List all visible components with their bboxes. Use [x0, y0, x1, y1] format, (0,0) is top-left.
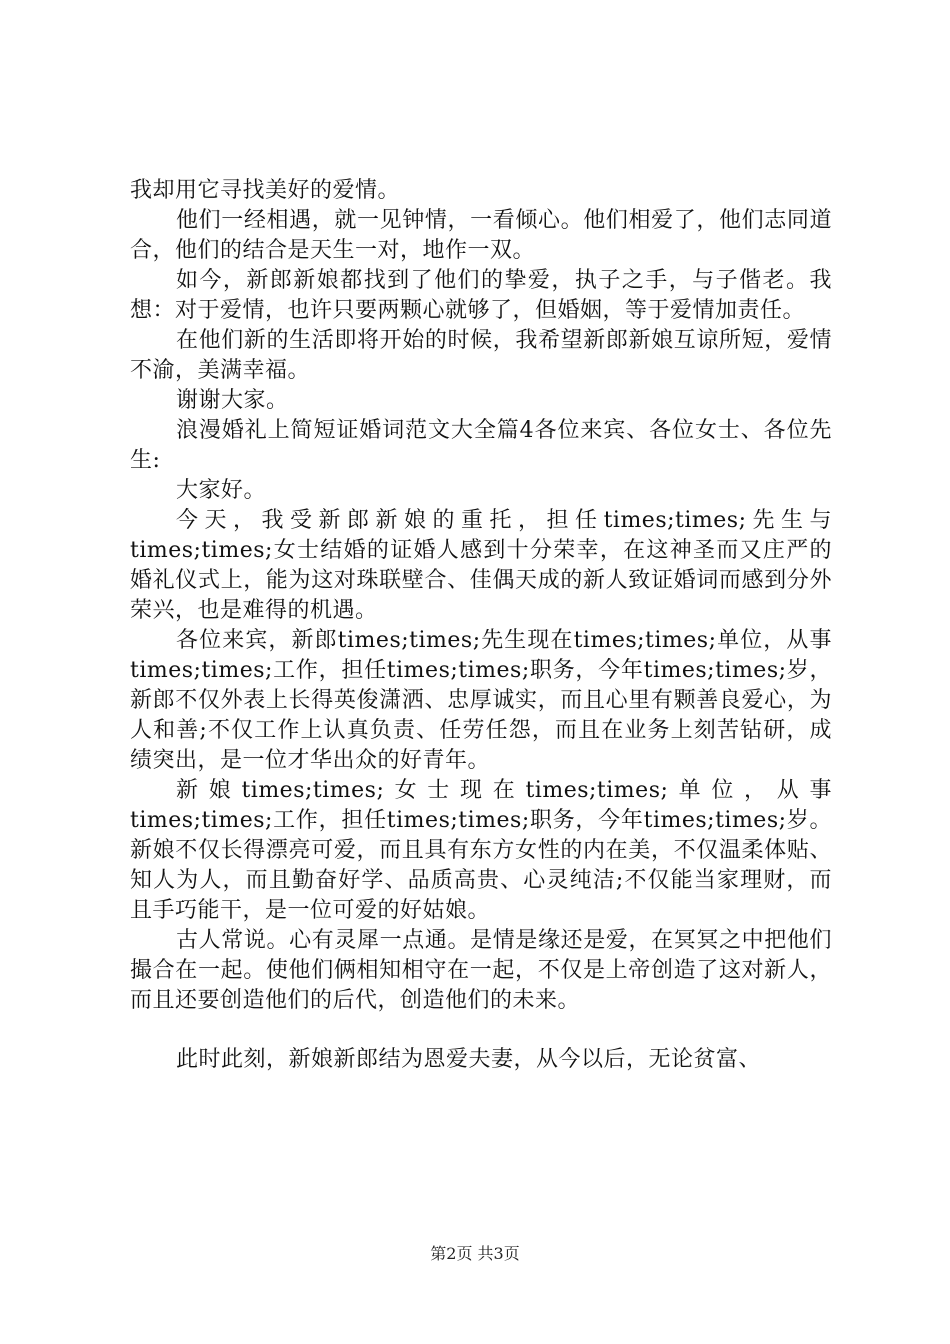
- paragraph-7: 各位来宾，新郎times;times;先生现在times;times;单位，从事times;times;工作，担任times;times;职务，今年times;times;岁，新郎不仅外表上长得英俊潇洒、忠厚诚实，而且心里有颗善良爱心，为人和善;不仅工作上认真负责、任劳任怨，而且在业务上刻苦钻研，成绩突出，是一位才华出众的好青年。: [130, 628, 832, 773]
- paragraph-9: 古人常说。心有灵犀一点通。是情是缘还是爱，在冥冥之中把他们撮合在一起。使他们俩相知相守在一起，不仅是上帝创造了这对新人，而且还要创造他们的后代，创造他们的未来。: [130, 928, 832, 1013]
- page-footer: 第2页 共3页: [430, 1244, 520, 1263]
- paragraph-greeting: 大家好。: [176, 478, 267, 503]
- paragraph-8: 新娘times;times;女士现在times;times;单位，从事times;times;工作，担任times;times;职务，今年times;times;岁。新娘不仅长得漂亮可爱，而且具有东方女性的内在美，不仅温柔体贴、知人为人，而且勤奋好学、品质高贵、心灵纯洁;不仅能当家理财，而且手巧能干，是一位可爱的好姑娘。: [130, 778, 832, 923]
- paragraph-5: 谢谢大家。: [176, 388, 289, 413]
- section-heading: 浪漫婚礼上简短证婚词范文大全篇4各位来宾、各位女士、各位先生:: [130, 418, 832, 473]
- paragraph-6: 今天，我受新郎新娘的重托，担任times;times;先生与times;times;女士结婚的证婚人感到十分荣幸，在这神圣而又庄严的婚礼仪式上，能为这对珠联壁合、佳偶天成的新人致证婚词而感到分外荣兴，也是难得的机遇。: [130, 508, 832, 623]
- paragraph-1: 我却用它寻找美好的爱情。: [130, 178, 401, 203]
- paragraph-10: 此时此刻，新娘新郎结为恩爱夫妻，从今以后，无论贫富、: [176, 1047, 762, 1072]
- paragraph-4: 在他们新的生活即将开始的时候，我希望新郎新娘互谅所短，爱情不渝，美满幸福。: [130, 328, 832, 383]
- paragraph-3: 如今，新郎新娘都找到了他们的挚爱，执子之手，与子偕老。我想：对于爱情，也许只要两颗心就够了，但婚姻，等于爱情加责任。: [130, 268, 832, 323]
- paragraph-2: 他们一经相遇，就一见钟情，一看倾心。他们相爱了，他们志同道合，他们的结合是天生一对，地作一双。: [130, 208, 832, 263]
- document-body: [130, 176, 832, 1075]
